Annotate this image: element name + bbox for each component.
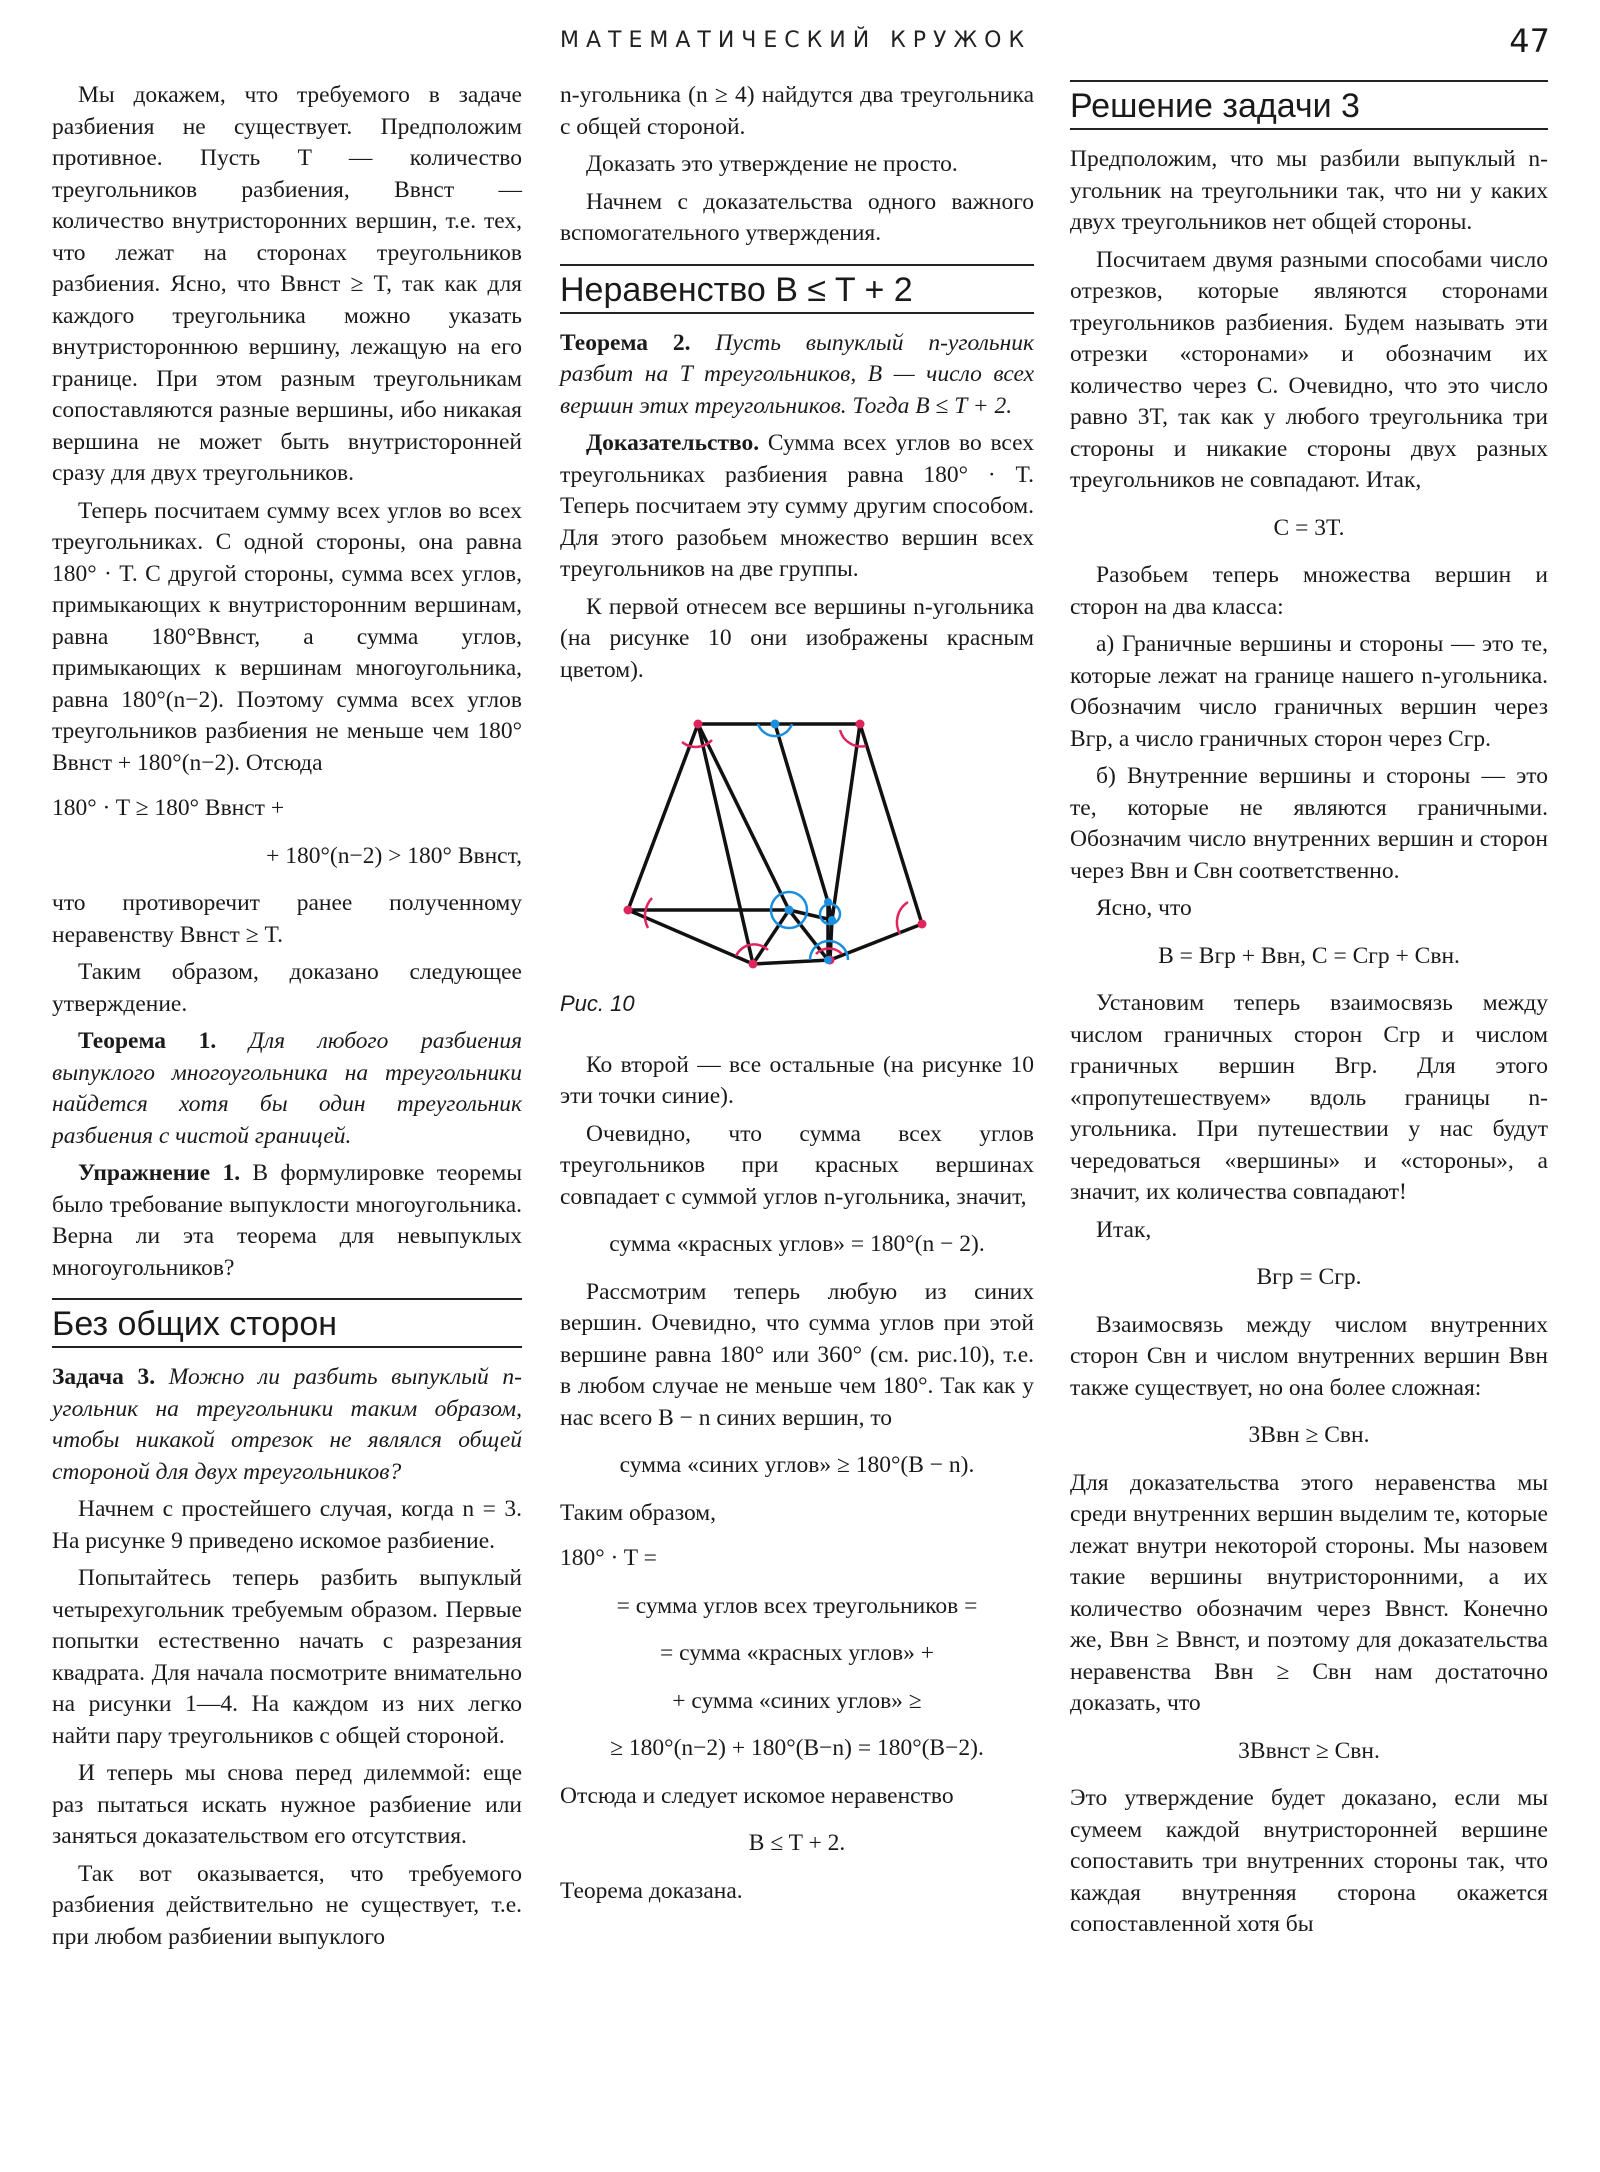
formula: 3Bвн ≥ Cвн.	[1248, 1422, 1370, 1448]
formula: сумма «синих углов» ≥ 180°(B − n).	[619, 1452, 975, 1478]
paragraph: Установим теперь взаимосвязь между числом граничных сторон Cгр и числом граничных вершин Bгр. Для этого «пропутешествуем» вдоль границы n-угольника. При путешествии у нас будут чередоваться «вершины» и «стороны», а значит, их количества совпадают!	[1070, 990, 1548, 1205]
section-heading: Решение задачи 3	[1070, 80, 1548, 130]
section-heading: Неравенство B ≤ T + 2	[560, 264, 1034, 314]
running-title: МАТЕМАТИЧЕСКИЙ КРУЖОК	[560, 28, 1032, 53]
paragraph: Взаимосвязь между числом внутренних сторон Cвн и числом внутренних вершин Bвн также существует, но она более сложная:	[1070, 1311, 1548, 1401]
task-label: Задача 3.	[52, 1364, 156, 1390]
theorem-1	[52, 1026, 522, 1152]
paragraph: Доказать это утверждение не просто.	[586, 151, 958, 177]
task-3	[52, 1362, 522, 1488]
formula: B = Bгр + Bвн, C = Cгр + Cвн.	[1158, 942, 1460, 969]
paragraph: К первой отнесем все вершины n-угольника (на рисунке 10 они изображены красным цветом).	[560, 593, 1034, 683]
blue-angle-arcs	[758, 724, 848, 960]
paragraph: что противоречит ранее полученному неравенству Bвнст ≥ T.	[52, 890, 522, 948]
paragraph: Посчитаем двумя разными способами число отрезков, которые являются сторонами треугольников разбиения. Будем называть эти отрезки «сторонами» и обозначим их количество через C. Очевидно, что это число равно 3T, так как у любого треугольника три стороны и никакие стороны двух разных треугольников не совпадают. Итак,	[1070, 246, 1548, 493]
formula: C = 3T.	[1273, 514, 1345, 541]
paragraph: Предположим, что мы разбили выпуклый n-угольник на треугольники так, что ни у каких двух треугольников нет общей стороны.	[1070, 146, 1548, 235]
figure-lines	[628, 724, 922, 964]
formula: + сумма «синих углов» ≥	[672, 1687, 922, 1714]
formula: = сумма углов всех треугольников =	[616, 1592, 978, 1619]
theorem-text: Пусть выпуклый n-угольник разбит на T треугольников, B — число всех вершин этих треугольников. Тогда B ≤ T + 2.	[560, 329, 1034, 419]
proof-label: Доказательство.	[586, 430, 760, 456]
formula: сумма «красных углов» = 180°(n − 2).	[609, 1231, 985, 1257]
formula: ≥ 180°(n−2) + 180°(B−n) = 180°(B−2).	[610, 1735, 984, 1761]
formula: Bгр = Cгр.	[1256, 1264, 1362, 1290]
figure-10	[570, 702, 990, 982]
paragraph: Теперь посчитаем сумму всех углов во всех треугольниках. С одной стороны, она равна 180° · T. С другой стороны, сумма всех углов, примыкающих к внутристоронним вершинам, равна 180°Bвнст, а сумма углов, примыкающих к вершинам многоугольника, равна 180°(n−2). Поэтому сумма всех углов треугольников разбиения не меньше чем 180° Bвнст + 180°(n−2). Отсюда	[52, 497, 522, 776]
exercise-text: В формулировке теоремы было требование выпуклости многоугольника. Верна ли эта теорема для невыпуклых многоугольников?	[52, 1160, 523, 1281]
exercise-1	[52, 1158, 522, 1284]
paragraph: б) Внутренние вершины и стороны — это те, которые не являются граничными. Обозначим число внутренних вершин и сторон через Bвн и Cвн соответственно.	[1070, 763, 1548, 884]
paragraph: И теперь мы снова перед дилеммой: еще раз пытаться искать нужное разбиение или заняться доказательством его отсутствия.	[52, 1760, 522, 1849]
paragraph: Попытайтесь теперь разбить выпуклый четырехугольник требуемым образом. Первые попытки естественно начать с разрезания квадрата. Для начала посмотрите внимательно на рисунки 1—4. На каждом из них легко найти пару треугольников с общей стороной.	[52, 1565, 522, 1749]
paragraph: Для доказательства этого неравенства мы среди внутренних вершин выделим те, которые лежат внутри некоторой стороны. Мы назовем такие вершины внутристоронними, а их количество обозначим через Bвнст. Конечно же, Bвн ≥ Bвнст, и поэтому для доказательства неравенства Bвн ≥ Cвн нам достаточно доказать, что	[1070, 1469, 1548, 1716]
paragraph: Разобьем теперь множества вершин и сторон на два класса:	[1070, 562, 1548, 620]
formula: 3Bвнст ≥ Cвн.	[1238, 1737, 1380, 1764]
paragraph: Начнем с простейшего случая, когда n = 3. На рисунке 9 приведено искомое разбиение.	[52, 1496, 522, 1554]
paragraph: n-угольника (n ≥ 4) найдутся два треугольника с общей стороной.	[560, 82, 1034, 140]
paragraph: Очевидно, что сумма всех углов треугольников при красных вершинах совпадает с суммой углов n-угольника, значит,	[560, 1120, 1034, 1210]
formula: 180° · T =	[560, 1545, 657, 1571]
proof	[560, 428, 1034, 586]
paragraph: а) Граничные вершины и стороны — это те, которые лежат на границе нашего n-угольника. Обозначим число граничных вершин через Bгр, а число граничных сторон через Cгр.	[1070, 631, 1548, 752]
page-number: 47	[1509, 22, 1550, 60]
formula: = сумма «красных углов» +	[660, 1640, 934, 1666]
formula: 180° · T ≥ 180° Bвнст +	[52, 795, 285, 821]
paragraph: Ко второй — все остальные (на рисунке 10 эти точки синие).	[560, 1051, 1034, 1109]
theorem-label: Теорема 2.	[560, 329, 691, 356]
paragraph: Таким образом,	[560, 1499, 717, 1526]
column-2	[560, 80, 1034, 1913]
column-1	[52, 80, 522, 1959]
task-text: Можно ли разбить выпуклый n-угольник на треугольники таким образом, чтобы никакой отрезок не являлся общей стороной для двух треугольников?	[52, 1364, 522, 1485]
paragraph: Ясно, что	[1096, 895, 1192, 921]
figure-caption: Рис. 10	[560, 991, 635, 1016]
paragraph: Это утверждение будет доказано, если мы сумеем каждой внутристоронней вершине сопоставить три внутренних стороны так, что каждая внутренняя сторона окажется сопоставленной хотя бы	[1070, 1785, 1548, 1937]
paragraph: Итак,	[1096, 1216, 1152, 1243]
paragraph: Так вот оказывается, что требуемого разбиения действительно не существует, т.е. при любом разбиении выпуклого	[52, 1860, 522, 1950]
theorem-text: Для любого разбиения выпуклого многоугольника на треугольники найдется хотя бы один треугольник разбиения с чистой границей.	[52, 1028, 522, 1149]
section-heading: Без общих сторон	[52, 1298, 522, 1348]
formula: + 180°(n−2) > 180° Bвнст,	[266, 842, 522, 869]
theorem-2	[560, 328, 1034, 423]
paragraph: Теорема доказана.	[560, 1877, 743, 1904]
column-3	[1070, 80, 1548, 1947]
formula: B ≤ T + 2.	[748, 1830, 846, 1856]
paragraph: Рассмотрим теперь любую из синих вершин. Очевидно, что сумма углов при этой вершине равна 180° или 360° (см. рис.10), т.е. в любом случае не меньше чем 180°. Так как у нас всего B − n синих вершин, то	[560, 1278, 1034, 1431]
paragraph: Таким образом, доказано следующее утверждение.	[52, 959, 522, 1017]
paragraph: Начнем с доказательства одного важного вспомогательного утверждения.	[560, 188, 1034, 246]
paragraph: Мы докажем, что требуемого в задаче разбиения не существует. Предположим противное. Пусть T — количество треугольников разбиения, Bвнст — количество внутристоронних вершин, т.е. тех, что лежат на сторонах треугольников разбиения. Ясно, что Bвнст ≥ T, так как для каждого треугольника можно указать внутристороннюю вершину, лежащую на его границе. При этом разным треугольникам сопоставляются разные вершины, ибо никакая вершина не может быть внутристоронней сразу для двух треугольников.	[52, 82, 522, 486]
theorem-label: Теорема 1.	[78, 1028, 217, 1054]
proof-text: Сумма всех углов во всех треугольниках разбиения равна 180° · T. Теперь посчитаем эту сумму другим способом. Для этого разобьем множество вершин всех треугольников на две группы.	[560, 430, 1034, 582]
paragraph: Отсюда и следует искомое неравенство	[560, 1782, 954, 1809]
exercise-label: Упражнение 1.	[78, 1160, 241, 1186]
